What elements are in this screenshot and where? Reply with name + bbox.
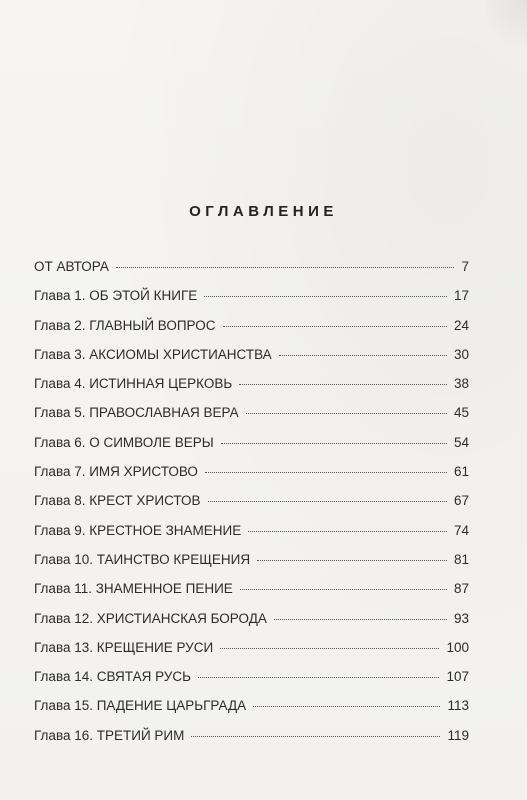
dot-leader <box>279 355 447 356</box>
dot-leader <box>221 443 447 444</box>
dot-leader <box>191 736 440 737</box>
toc-entry-label: Глава 8. КРЕСТ ХРИСТОВ <box>34 493 201 509</box>
toc-entry-label: Глава 14. СВЯТАЯ РУСЬ <box>34 669 191 685</box>
dot-leader <box>253 706 440 707</box>
toc-entry-page-number: 7 <box>461 259 469 274</box>
toc-entry-label: Глава 11. ЗНАМЕННОЕ ПЕНИЕ <box>34 581 233 597</box>
toc-entry-chapter-12[interactable] <box>34 611 469 640</box>
page-title: ОГЛАВЛЕНИЕ <box>189 203 338 220</box>
toc-entry-label: Глава 2. ГЛАВНЫЙ ВОПРОС <box>34 317 216 333</box>
toc-entry-page-number: 93 <box>453 610 469 626</box>
dot-leader <box>223 326 447 327</box>
toc-entry-page-number: 54 <box>453 434 469 450</box>
toc-entry-page-number: 17 <box>453 288 469 304</box>
dot-leader <box>257 560 447 561</box>
toc-entry-label: Глава 4. ИСТИННАЯ ЦЕРКОВЬ <box>34 376 233 392</box>
dot-leader <box>248 531 447 532</box>
toc-entry-label: Глава 1. ОБ ЭТОЙ КНИГЕ <box>34 288 198 304</box>
toc-entry-page-number: 74 <box>453 522 469 538</box>
toc-entry-label: Глава 9. КРЕСТНОЕ ЗНАМЕНИЕ <box>34 522 242 538</box>
dot-leader <box>274 619 447 620</box>
toc-entry-page-number: 30 <box>453 346 469 362</box>
toc-entry-chapter-2[interactable] <box>34 318 469 347</box>
toc-entry-chapter-8[interactable] <box>34 493 469 522</box>
toc-entry-label: Глава 15. ПАДЕНИЕ ЦАРЬГРАДА <box>34 698 247 714</box>
dot-leader <box>239 384 447 385</box>
toc-entry-label: Глава 13. КРЕЩЕНИЕ РУСИ <box>34 639 214 655</box>
toc-entry-page-number: 38 <box>453 376 469 392</box>
table-of-contents <box>34 259 469 757</box>
toc-entry-chapter-6[interactable] <box>34 435 469 464</box>
toc-entry-label: Глава 10. ТАИНСТВО КРЕЩЕНИЯ <box>34 551 251 567</box>
toc-entry-author[interactable] <box>34 259 469 288</box>
toc-entry-page-number: 24 <box>453 317 469 333</box>
dot-leader <box>205 472 447 473</box>
dot-leader <box>240 589 447 590</box>
toc-entry-chapter-1[interactable] <box>34 288 469 317</box>
toc-entry-page-number: 45 <box>453 405 469 421</box>
toc-entry-label: Глава 5. ПРАВОСЛАВНАЯ ВЕРА <box>34 405 239 421</box>
toc-entry-chapter-9[interactable] <box>34 523 469 552</box>
toc-entry-label: Глава 3. АКСИОМЫ ХРИСТИАНСТВА <box>34 346 272 362</box>
toc-entry-page-number: 87 <box>453 581 469 597</box>
toc-entry-label: Глава 12. ХРИСТИАНСКАЯ БОРОДА <box>34 610 267 626</box>
toc-entry-chapter-16[interactable] <box>34 728 469 757</box>
dot-leader <box>208 501 447 502</box>
toc-entry-label: Глава 7. ИМЯ ХРИСТОВО <box>34 464 198 480</box>
toc-entry-label: ОТ АВТОРА <box>34 259 109 274</box>
toc-entry-chapter-11[interactable] <box>34 581 469 610</box>
toc-entry-page-number: 100 <box>446 639 469 655</box>
dot-leader <box>204 296 447 297</box>
toc-entry-chapter-13[interactable] <box>34 640 469 669</box>
toc-entry-chapter-3[interactable] <box>34 347 469 376</box>
toc-entry-chapter-14[interactable] <box>34 669 469 698</box>
toc-entry-chapter-10[interactable] <box>34 552 469 581</box>
toc-entry-page-number: 67 <box>453 493 469 509</box>
toc-entry-chapter-5[interactable] <box>34 405 469 434</box>
page-corner-shadow <box>487 0 527 60</box>
toc-entry-chapter-7[interactable] <box>34 464 469 493</box>
toc-entry-page-number: 113 <box>447 698 469 714</box>
dot-leader <box>198 677 439 678</box>
toc-entry-page-number: 81 <box>453 551 469 567</box>
dot-leader <box>220 648 439 649</box>
toc-entry-page-number: 61 <box>453 464 469 480</box>
toc-entry-chapter-15[interactable] <box>34 698 469 727</box>
dot-leader <box>116 267 455 268</box>
toc-entry-page-number: 119 <box>447 727 469 743</box>
toc-entry-page-number: 107 <box>446 669 469 685</box>
toc-entry-label: Глава 6. О СИМВОЛЕ ВЕРЫ <box>34 434 214 450</box>
toc-entry-label: Глава 16. ТРЕТИЙ РИМ <box>34 727 185 743</box>
dot-leader <box>246 413 447 414</box>
toc-entry-chapter-4[interactable] <box>34 376 469 405</box>
